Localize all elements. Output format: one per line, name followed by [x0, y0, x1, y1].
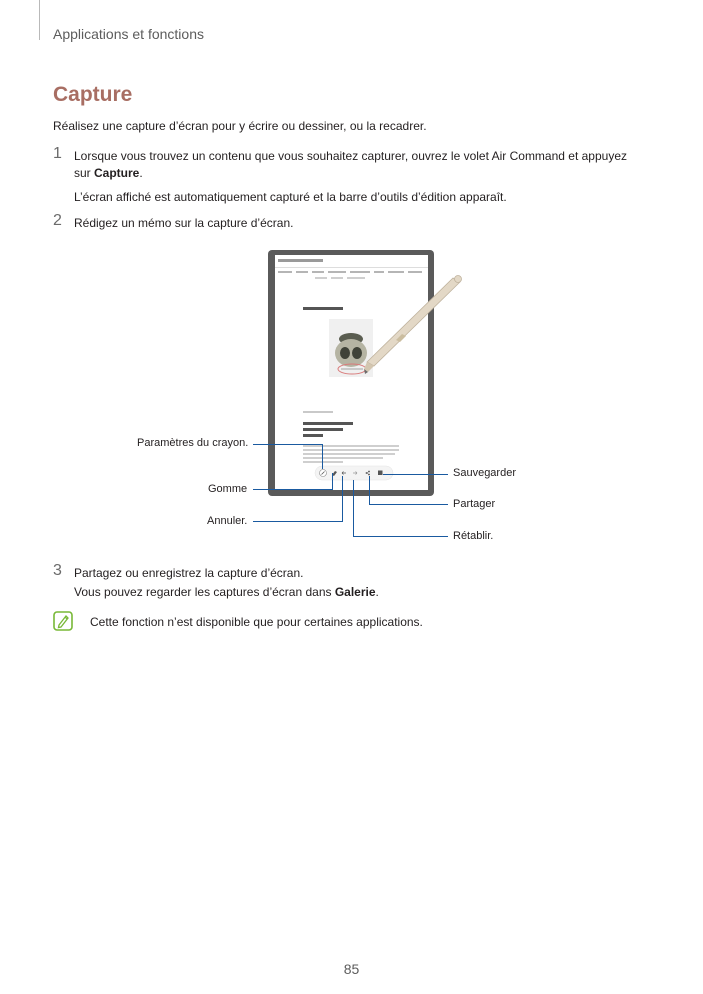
save-icon	[378, 471, 383, 476]
pen-icon	[320, 470, 327, 477]
callout-line-share-drop	[369, 476, 370, 505]
callout-line-pen-settings-drop	[322, 444, 323, 469]
callout-line-redo	[353, 536, 448, 537]
callout-line-share	[369, 504, 448, 505]
callout-line-eraser	[253, 489, 332, 490]
callout-line-pen-settings	[253, 444, 322, 445]
callout-line-redo-drop	[353, 480, 354, 537]
section-title: Capture	[53, 83, 133, 106]
step-1-subtext: L’écran affiché est automatiquement capturé et la barre d’outils d’édition apparaît.	[74, 190, 507, 204]
gallery-keyword: Galerie	[334, 585, 376, 599]
running-header: Applications et fonctions	[53, 26, 204, 42]
callout-line-undo	[253, 521, 343, 522]
header-rule	[39, 0, 40, 40]
step-1-text: Lorsque vous trouvez un contenu que vous souhaitez capturer, ouvrez le volet Air Command et appuyez	[74, 149, 627, 163]
capture-keyword: Capture	[94, 166, 140, 180]
callout-undo: Annuler.	[207, 515, 248, 527]
note-text: Cette fonction n’est disponible que pour certaines applications.	[90, 615, 423, 629]
step-3-subtext: Vous pouvez regarder les captures d’écran dans Galerie.	[74, 585, 379, 599]
step-1-number: 1	[53, 145, 62, 162]
note-icon	[53, 611, 73, 631]
step-3-text: Partagez ou enregistrez la capture d’écran.	[74, 566, 304, 580]
callout-redo: Rétablir.	[453, 530, 494, 542]
callout-pen-settings: Paramètres du crayon.	[137, 437, 249, 449]
step-1-text-continued: sur Capture.	[74, 166, 143, 180]
step-3-number: 3	[53, 562, 62, 579]
step-2-number: 2	[53, 212, 62, 229]
callout-line-eraser-drop	[332, 473, 333, 490]
step-2-text: Rédigez un mémo sur la capture d’écran.	[74, 216, 294, 230]
s-pen-icon	[350, 268, 470, 378]
callout-share: Partager	[453, 498, 496, 510]
callout-line-save	[383, 474, 448, 475]
callout-eraser: Gomme	[208, 483, 248, 495]
intro-text: Réalisez une capture d’écran pour y écrire ou dessiner, ou la recadrer.	[53, 119, 427, 133]
callout-save: Sauvegarder	[453, 467, 516, 479]
callout-line-undo-drop	[342, 476, 343, 522]
page-number: 85	[343, 961, 360, 977]
